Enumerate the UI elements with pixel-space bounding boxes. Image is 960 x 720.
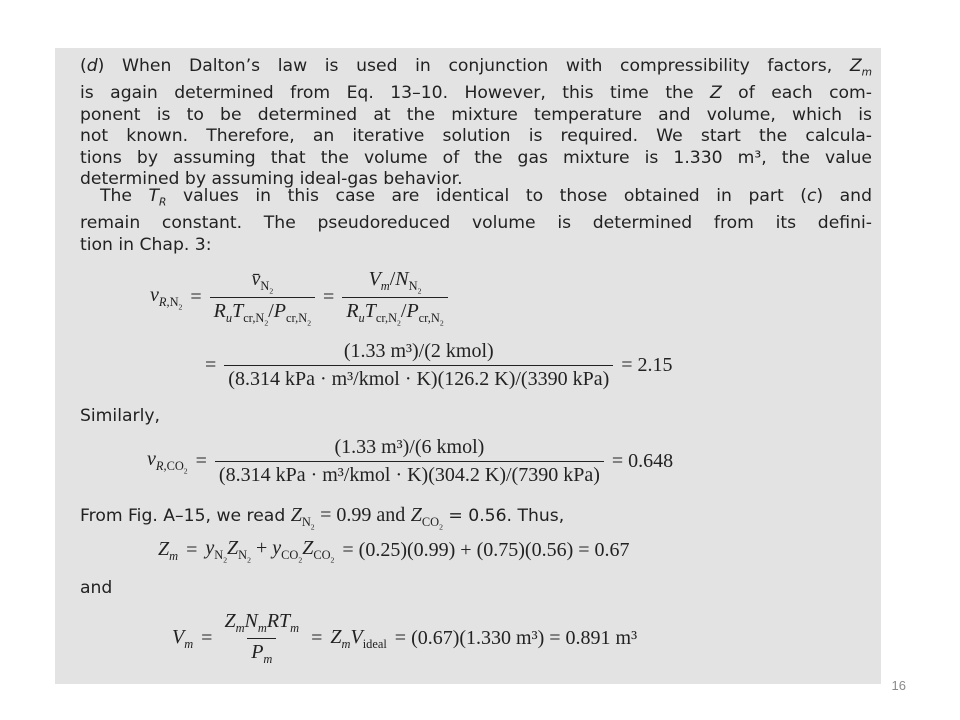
paragraph-d-line-5: tions by assuming that the volume of the gas mixture is 1.330 m³, the value bbox=[80, 147, 872, 168]
equation-reduced-volume-n2: $v_{R,N_2}$ = $\frac{v̄_{N_2}}{R_uT_{cr,N_2}/P_{cr,N_2}}$ = $\frac{V_m/N_{N_2}}{R_uT_{cr,N_2}/P_{cr,N_2}}$ bbox=[150, 268, 448, 328]
paragraph-tr-line-3: tion in Chap. 3: bbox=[80, 234, 212, 255]
eq4-result: = (0.67)(1.330 m³) = 0.891 m³ bbox=[394, 627, 638, 649]
paragraph-d-line-6: determined by assuming ideal-gas behavior. bbox=[80, 169, 463, 190]
paragraph-tr-line-1: The $T_R$ values in this case are identical to those obtained in part (c) and bbox=[100, 186, 872, 209]
eq1-result: = 2.15 bbox=[621, 354, 673, 376]
paragraph-d-line-1: (d) When Dalton’s law is used in conjunction with compressibility factors, $Z_m$ bbox=[80, 56, 872, 79]
paragraph-d-line-3: ponent is to be determined at the mixture temperature and volume, which is bbox=[80, 104, 872, 125]
from-fig-text: From Fig. A–15, we read $Z_{N_2} = 0.99$ and $Z_{CO_2} = 0.56$. Thus, bbox=[80, 504, 565, 532]
paragraph-d-line-4: not known. Therefore, an iterative solution is required. We start the calcula- bbox=[80, 126, 872, 147]
eq1-numerator: (1.33 m³)/(2 kmol) bbox=[343, 340, 494, 362]
equation-compressibility-mixture: $Z_m$ = $y_{N_2}Z_{N_2} + y_{CO_2}Z_{CO_2}$ = (0.25)(0.99) + (0.75)(0.56) = 0.67 bbox=[158, 537, 630, 565]
paragraph-d-line-2: is again determined from Eq. 13–10. However, this time the Z of each com- bbox=[80, 83, 872, 104]
equation-reduced-volume-n2-numeric: = $\frac{\text{(1.33 m³)/(2 kmol)}}{\text{(8.314 kPa · m³/kmol · K)(126.2 K)/(3390 kPa)}}$ = 2.15 bbox=[205, 340, 673, 390]
eq2-numerator: (1.33 m³)/(6 kmol) bbox=[334, 436, 485, 458]
paragraph-tr-line-2: remain constant. The pseudoreduced volume is determined from its defini- bbox=[80, 213, 872, 234]
eq1-denominator: (8.314 kPa · m³/kmol · K)(126.2 K)/(3390 kPa) bbox=[224, 365, 613, 391]
eq2-denominator: (8.314 kPa · m³/kmol · K)(304.2 K)/(7390 kPa) bbox=[215, 461, 604, 487]
paragraph-d bbox=[80, 56, 872, 191]
page-number: 16 bbox=[891, 678, 906, 693]
equation-mixture-volume: $V_m$ = $\frac{Z_mN_mRT_m}{P_m}$ = $Z_mV_{ideal}$ = (0.67)(1.330 m³) = 0.891 m³ bbox=[172, 610, 638, 666]
eq2-result: = 0.648 bbox=[611, 450, 674, 472]
similarly-text: Similarly, bbox=[80, 406, 160, 426]
equation-reduced-volume-co2: $v_{R,CO_2}$ = $\frac{\text{(1.33 m³)/(6 kmol)}}{\text{(8.314 kPa · m³/kmol · K)(304.2 K)/(7390 kPa)}}$ = 0.648 bbox=[147, 436, 674, 486]
eq3-result: = (0.25)(0.99) + (0.75)(0.56) = 0.67 bbox=[342, 539, 630, 562]
and-text: and bbox=[80, 578, 113, 598]
paragraph-tr bbox=[80, 186, 872, 256]
